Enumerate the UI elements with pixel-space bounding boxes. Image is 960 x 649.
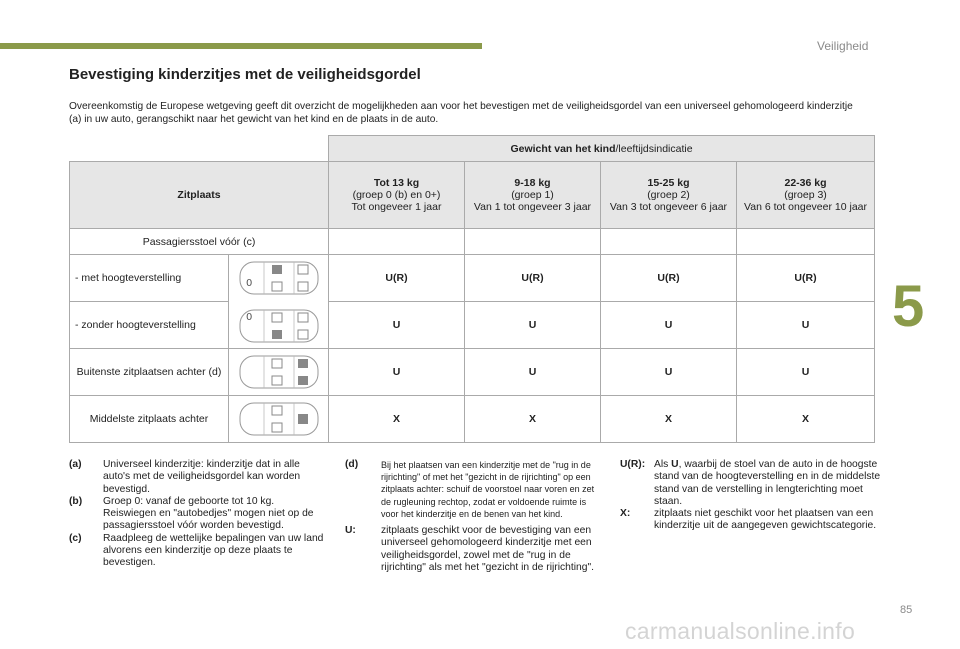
table-cell: U bbox=[737, 349, 875, 396]
note-ur: U(R): Als U, waarbij de stoel van de auto in de hoogste stand van de hoogteverstelling en in de middelste stand van de verstelling in lengterichting moet staan. bbox=[620, 459, 881, 507]
table-cell bbox=[601, 229, 737, 255]
note-c: (c) Raadpleeg de wettelijke bepalingen van uw land alvorens een kinderzitje op deze plaats te bevestigen. bbox=[69, 532, 324, 569]
note-b: (b) Groep 0: vanaf de geboorte tot 10 kg. Reiswiegen en "autobedjes" mogen niet op de passagiersstoel vóór worden bevestigd. bbox=[69, 495, 314, 532]
intro-paragraph: Overeenkomstig de Europese wetgeving geeft dit overzicht de mogelijkheden aan voor het bevestigen met de veiligheidsgordel van een universeel gehomologeerd kinderzitje (a) in uw auto, gerangschikt naar het gewicht van het kind en de plaats in de auto. bbox=[69, 101, 853, 125]
table-cell: U bbox=[737, 302, 875, 349]
table-row bbox=[70, 349, 875, 396]
table-cell: X bbox=[601, 396, 737, 443]
table-cell: U(R) bbox=[329, 255, 465, 302]
page-title: Bevestiging kinderzitjes met de veiligheidsgordel bbox=[69, 66, 421, 83]
table-row bbox=[70, 302, 875, 349]
notes-column-3 bbox=[620, 459, 882, 533]
table-cell: U bbox=[329, 349, 465, 396]
table-cell: X bbox=[737, 396, 875, 443]
rear-outer-icon-cell bbox=[229, 349, 329, 396]
table-row bbox=[70, 255, 875, 302]
note-x: X: zitplaats niet geschikt voor het plaatsen van een kinderzitje uit de aangegeven gewichtscategorie. bbox=[620, 508, 877, 532]
table-cell bbox=[737, 229, 875, 255]
group-header: 9-18 kg (groep 1) Van 1 tot ongeveer 3 jaar bbox=[465, 162, 601, 229]
car-front-seat-raised-icon bbox=[234, 258, 324, 298]
group-header: 15-25 kg (groep 2) Van 3 tot ongeveer 6 jaar bbox=[601, 162, 737, 229]
note-a: (a) Universeel kinderzitje: kinderzitje dat in alle auto's met de veiligheidsgordel kan worden bevestigd. bbox=[69, 459, 301, 495]
table-cell: U bbox=[601, 302, 737, 349]
table-cell bbox=[465, 229, 601, 255]
table-cell: U(R) bbox=[737, 255, 875, 302]
table-cell: U bbox=[465, 302, 601, 349]
watermark: carmanualsonline.info bbox=[625, 618, 856, 644]
svg-text:0: 0 bbox=[245, 311, 252, 323]
table-cell: U bbox=[465, 349, 601, 396]
chapter-number: 5 bbox=[892, 274, 925, 339]
page-number: 85 bbox=[900, 604, 913, 616]
table-cell: U(R) bbox=[465, 255, 601, 302]
notes-column-1 bbox=[69, 459, 327, 570]
notes-column-2 bbox=[345, 459, 603, 574]
note-u: U: zitplaats geschikt voor de bevestiging van een universeel gehomologeerd kinderzitje met een veiligheidsgordel, zowel met de "rug in de rijrichting" als met het "gezicht in de rijrichting". bbox=[345, 525, 594, 573]
car-rear-middle-seat-icon bbox=[234, 399, 324, 439]
table-cell: X bbox=[329, 396, 465, 443]
section-color-bar bbox=[0, 43, 482, 49]
svg-text:0: 0 bbox=[245, 277, 252, 289]
car-front-seat-lowered-icon bbox=[234, 306, 324, 346]
car-rear-outer-seats-icon bbox=[234, 352, 324, 392]
weight-header-bold: Gewicht van het kind bbox=[510, 142, 616, 155]
table-cell: U(R) bbox=[601, 255, 737, 302]
weight-header-rest: /leeftijdsindicatie bbox=[615, 142, 693, 155]
group-header: 22-36 kg (groep 3) Van 6 tot ongeveer 10 jaar bbox=[737, 162, 875, 229]
table-cell: X bbox=[465, 396, 601, 443]
front-seat-icons-cell bbox=[229, 255, 329, 349]
row-label: - zonder hoogteverstelling bbox=[70, 302, 229, 349]
seat-header: Zitplaats bbox=[70, 162, 329, 229]
front-passenger-label: Passagiersstoel vóór (c) bbox=[70, 229, 329, 255]
row-label: - met hoogteverstelling bbox=[70, 255, 229, 302]
weight-header bbox=[329, 136, 875, 162]
table-row bbox=[70, 396, 875, 443]
row-label: Middelste zitplaats achter bbox=[70, 396, 229, 443]
group-header: Tot 13 kg (groep 0 (b) en 0+) Tot ongeveer 1 jaar bbox=[329, 162, 465, 229]
empty-corner-cell bbox=[70, 136, 329, 162]
child-seat-table bbox=[69, 135, 875, 443]
table-cell: U bbox=[601, 349, 737, 396]
row-label: Buitenste zitplaatsen achter (d) bbox=[70, 349, 229, 396]
rear-middle-icon-cell bbox=[229, 396, 329, 443]
table-cell bbox=[329, 229, 465, 255]
note-d: (d) Bij het plaatsen van een kinderzitje met de "rug in de rijrichting" of met het "gezicht in de rijrichting" op een zitplaats achter: schuif de voorstoel naar voren en zet de rugleuning rechtop, zodat er voldoende ruimte is voor het kinderzitje en de benen van het kind. bbox=[345, 459, 595, 519]
section-title: Veiligheid bbox=[817, 39, 869, 53]
table-cell: U bbox=[329, 302, 465, 349]
